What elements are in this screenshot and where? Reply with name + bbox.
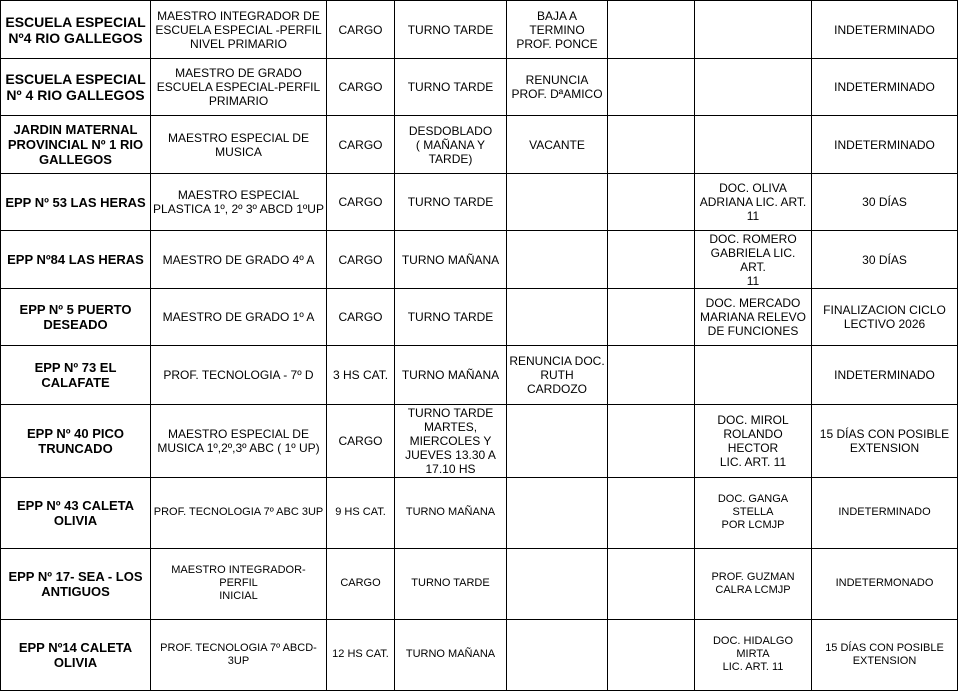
shift-cell: TURNO TARDE: [395, 1, 507, 59]
reason-cell: [507, 289, 608, 346]
school-cell: EPP Nº 53 LAS HERAS: [1, 174, 151, 231]
type-cell: 3 HS CAT.: [327, 346, 395, 404]
school-cell: ESCUELA ESPECIAL Nº 4 RIO GALLEGOS: [1, 59, 151, 116]
school-cell: EPP Nº14 CALETA OLIVIA: [1, 619, 151, 690]
table-row: [1, 477, 958, 548]
reason-cell: [507, 404, 608, 477]
school-cell: ESCUELA ESPECIAL Nº4 RIO GALLEGOS: [1, 1, 151, 59]
teacher-cell: DOC. MIROL ROLANDO HECTOR LIC. ART. 11: [695, 404, 812, 477]
type-cell: CARGO: [327, 174, 395, 231]
reason-cell: [507, 174, 608, 231]
shift-cell: DESDOBLADO ( MAÑANA Y TARDE): [395, 116, 507, 174]
shift-cell: TURNO TARDE: [395, 289, 507, 346]
teacher-cell: DOC. GANGA STELLA POR LCMJP: [695, 477, 812, 548]
duration-cell: INDETERMINADO: [812, 477, 958, 548]
position-cell: PROF. TECNOLOGIA 7º ABC 3UP: [151, 477, 327, 548]
position-cell: MAESTRO DE GRADO 1º A: [151, 289, 327, 346]
school-cell: EPP Nº 43 CALETA OLIVIA: [1, 477, 151, 548]
reason-cell: BAJA A TERMINO PROF. PONCE: [507, 1, 608, 59]
empty-cell: [608, 116, 695, 174]
shift-cell: TURNO MAÑANA: [395, 477, 507, 548]
school-cell: EPP Nº 5 PUERTO DESEADO: [1, 289, 151, 346]
type-cell: CARGO: [327, 289, 395, 346]
shift-cell: TURNO MAÑANA: [395, 619, 507, 690]
table-row: [1, 548, 958, 619]
table-row: [1, 231, 958, 289]
shift-cell: TURNO MAÑANA: [395, 231, 507, 289]
teacher-cell: [695, 59, 812, 116]
type-cell: CARGO: [327, 59, 395, 116]
school-cell: EPP Nº 40 PICO TRUNCADO: [1, 404, 151, 477]
position-cell: MAESTRO INTEGRADOR- PERFIL INICIAL: [151, 548, 327, 619]
duration-cell: 15 DÍAS CON POSIBLE EXTENSION: [812, 619, 958, 690]
teacher-cell: DOC. HIDALGO MIRTA LIC. ART. 11: [695, 619, 812, 690]
table-row: [1, 346, 958, 404]
empty-cell: [608, 477, 695, 548]
empty-cell: [608, 59, 695, 116]
duration-cell: 15 DÍAS CON POSIBLE EXTENSION: [812, 404, 958, 477]
teacher-cell: DOC. ROMERO GABRIELA LIC. ART. 11: [695, 231, 812, 289]
school-cell: EPP Nº 17- SEA - LOS ANTIGUOS: [1, 548, 151, 619]
type-cell: CARGO: [327, 231, 395, 289]
shift-cell: TURNO TARDE: [395, 59, 507, 116]
school-cell: JARDIN MATERNAL PROVINCIAL Nº 1 RIO GALLEGOS: [1, 116, 151, 174]
teacher-cell: DOC. MERCADO MARIANA RELEVO DE FUNCIONES: [695, 289, 812, 346]
table-row: [1, 1, 958, 59]
empty-cell: [608, 346, 695, 404]
reason-cell: VACANTE: [507, 116, 608, 174]
position-cell: MAESTRO INTEGRADOR DE ESCUELA ESPECIAL -PERFIL NIVEL PRIMARIO: [151, 1, 327, 59]
reason-cell: RENUNCIA DOC. RUTH CARDOZO: [507, 346, 608, 404]
shift-cell: TURNO TARDE MARTES, MIERCOLES Y JUEVES 13.30 A 17.10 HS: [395, 404, 507, 477]
duration-cell: INDETERMINADO: [812, 1, 958, 59]
position-cell: MAESTRO ESPECIAL PLASTICA 1º, 2º 3º ABCD 1ºUP: [151, 174, 327, 231]
duration-cell: INDETERMINADO: [812, 59, 958, 116]
shift-cell: TURNO TARDE: [395, 548, 507, 619]
reason-cell: [507, 477, 608, 548]
empty-cell: [608, 289, 695, 346]
empty-cell: [608, 174, 695, 231]
position-cell: PROF. TECNOLOGIA - 7º D: [151, 346, 327, 404]
table-row: [1, 289, 958, 346]
reason-cell: RENUNCIA PROF. DªAMICO: [507, 59, 608, 116]
type-cell: CARGO: [327, 1, 395, 59]
table-row: [1, 174, 958, 231]
table-row: [1, 59, 958, 116]
duration-cell: 30 DÍAS: [812, 231, 958, 289]
table-row: [1, 404, 958, 477]
position-cell: PROF. TECNOLOGIA 7º ABCD- 3UP: [151, 619, 327, 690]
position-cell: MAESTRO DE GRADO 4º A: [151, 231, 327, 289]
table-row: [1, 619, 958, 690]
reason-cell: [507, 231, 608, 289]
shift-cell: TURNO TARDE: [395, 174, 507, 231]
teacher-cell: [695, 346, 812, 404]
type-cell: CARGO: [327, 116, 395, 174]
type-cell: 9 HS CAT.: [327, 477, 395, 548]
duration-cell: INDETERMONADO: [812, 548, 958, 619]
position-cell: MAESTRO ESPECIAL DE MUSICA 1º,2º,3º ABC ( 1º UP): [151, 404, 327, 477]
duration-cell: INDETERMINADO: [812, 116, 958, 174]
type-cell: CARGO: [327, 548, 395, 619]
empty-cell: [608, 1, 695, 59]
reason-cell: [507, 619, 608, 690]
teacher-cell: DOC. OLIVA ADRIANA LIC. ART. 11: [695, 174, 812, 231]
empty-cell: [608, 548, 695, 619]
duration-cell: FINALIZACION CICLO LECTIVO 2026: [812, 289, 958, 346]
teacher-cell: PROF. GUZMAN CALRA LCMJP: [695, 548, 812, 619]
shift-cell: TURNO MAÑANA: [395, 346, 507, 404]
empty-cell: [608, 404, 695, 477]
school-cell: EPP Nº 73 EL CALAFATE: [1, 346, 151, 404]
duration-cell: INDETERMINADO: [812, 346, 958, 404]
type-cell: 12 HS CAT.: [327, 619, 395, 690]
duration-cell: 30 DÍAS: [812, 174, 958, 231]
teacher-cell: [695, 116, 812, 174]
type-cell: CARGO: [327, 404, 395, 477]
position-cell: MAESTRO ESPECIAL DE MUSICA: [151, 116, 327, 174]
empty-cell: [608, 231, 695, 289]
teacher-cell: [695, 1, 812, 59]
reason-cell: [507, 548, 608, 619]
empty-cell: [608, 619, 695, 690]
position-cell: MAESTRO DE GRADO ESCUELA ESPECIAL-PERFIL PRIMARIO: [151, 59, 327, 116]
school-cell: EPP Nº84 LAS HERAS: [1, 231, 151, 289]
table-row: [1, 116, 958, 174]
